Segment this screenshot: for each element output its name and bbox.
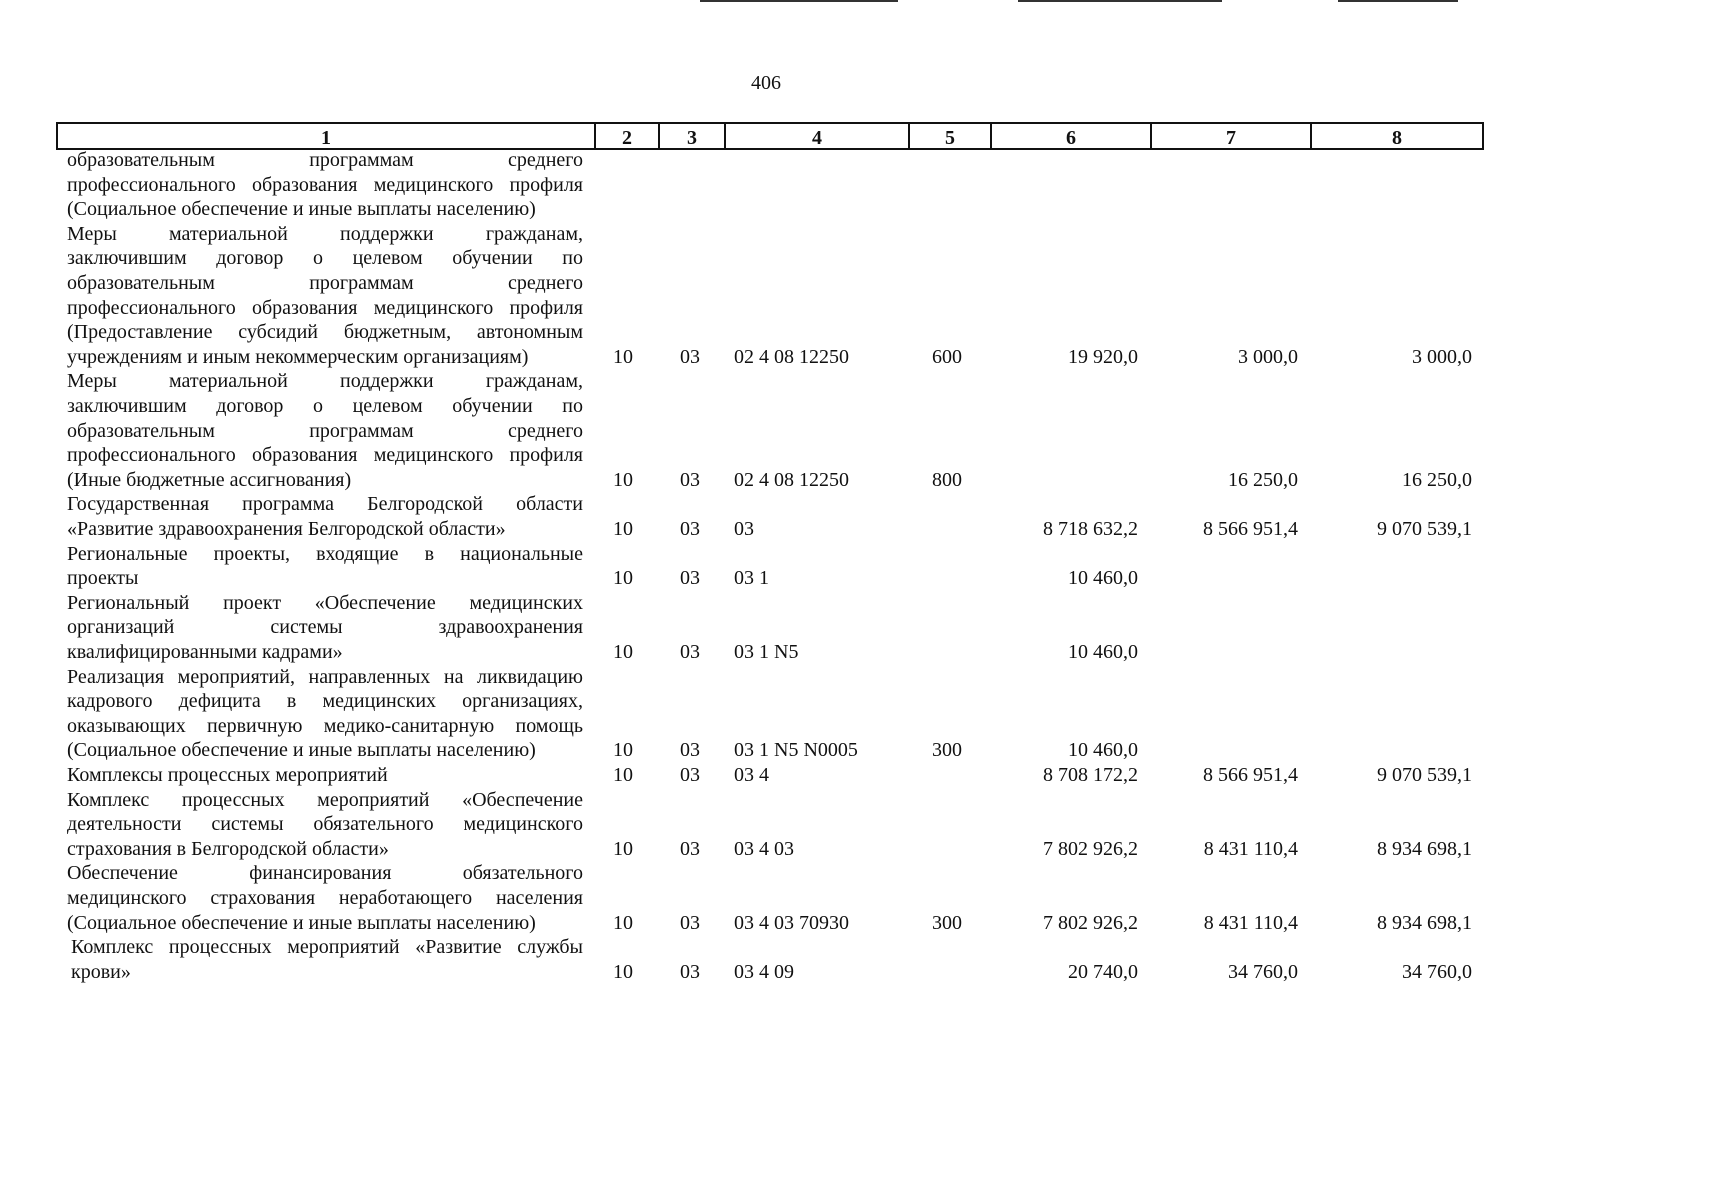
top-rule-1: [700, 0, 898, 2]
cell-col-6: 7 802 926,2: [1043, 837, 1138, 860]
header-col-6: 6: [992, 124, 1152, 148]
row-name-line: образовательным программам среднего: [67, 149, 583, 171]
cell-col-6: 20 740,0: [1068, 960, 1138, 983]
cell-col-6: 10 460,0: [1068, 567, 1138, 590]
row-name-line: Меры материальной поддержки гражданам,: [67, 222, 583, 245]
cell-col-2: 10: [613, 960, 633, 983]
header-col-5: 5: [910, 124, 992, 148]
row-name-line: образовательным программам среднего: [67, 271, 583, 294]
cell-col-7: 8 431 110,4: [1203, 837, 1298, 860]
cell-col-3: 03: [680, 911, 700, 934]
cell-col-4: 03 1: [734, 567, 769, 590]
row-name-line: заключившим договор о целевом обучении по: [67, 247, 583, 270]
cell-col-8: 3 000,0: [1412, 345, 1472, 368]
table-row: [0, 935, 1546, 984]
row-name: [67, 665, 583, 763]
row-name-line: Комплексы процессных мероприятий: [67, 764, 388, 786]
row-name: [67, 369, 583, 492]
row-name-line: заключившим договор о целевом обучении по: [67, 394, 583, 417]
cell-col-5: 600: [932, 345, 962, 368]
cell-col-6: 8 718 632,2: [1043, 517, 1138, 540]
cell-col-6: 10 460,0: [1068, 739, 1138, 762]
row-name: [67, 935, 583, 984]
row-name-line: Реализация мероприятий, направленных на ликвидацию: [67, 665, 583, 688]
cell-col-3: 03: [680, 468, 700, 491]
row-name-line: Государственная программа Белгородской области: [67, 493, 583, 516]
cell-col-4: 03 4 03: [734, 837, 794, 860]
cell-col-2: 10: [613, 837, 633, 860]
header-col-7: 7: [1152, 124, 1312, 148]
table-row: [0, 369, 1546, 492]
row-name-line: профессионального образования медицинского профиля: [67, 296, 583, 319]
row-name: [67, 861, 583, 935]
table-row: [0, 492, 1546, 541]
row-name-line: медицинского страхования неработающего населения: [67, 886, 583, 909]
cell-col-8: 8 934 698,1: [1377, 911, 1472, 934]
cell-col-8: 16 250,0: [1402, 468, 1472, 491]
cell-col-8: 9 070 539,1: [1377, 517, 1472, 540]
cell-col-4: 03 4: [734, 764, 769, 786]
row-name-line: проекты: [67, 567, 139, 590]
cell-col-2: 10: [613, 567, 633, 590]
table-row: [0, 665, 1546, 763]
row-name-line: крови»: [71, 960, 131, 983]
row-name-line: (Социальное обеспечение и иные выплаты населению): [67, 198, 536, 221]
cell-col-5: 300: [932, 911, 962, 934]
table-row: [0, 542, 1546, 591]
table-row: [0, 222, 1546, 370]
header-col-3: 3: [660, 124, 726, 148]
row-name-line: (Иные бюджетные ассигнования): [67, 468, 352, 491]
cell-col-4: 03 1 N5 N0005: [734, 739, 858, 762]
header-col-8: 8: [1392, 127, 1402, 149]
cell-col-6: 19 920,0: [1068, 345, 1138, 368]
row-name-line: образовательным программам среднего: [67, 419, 583, 442]
table-row: [0, 788, 1546, 862]
cell-col-7: 34 760,0: [1228, 960, 1298, 983]
row-name-line: Комплекс процессных мероприятий «Обеспечение: [67, 788, 583, 811]
cell-col-2: 10: [613, 764, 633, 786]
cell-col-7: 8 566 951,4: [1203, 517, 1298, 540]
cell-col-3: 03: [680, 345, 700, 368]
cell-col-6: 10 460,0: [1068, 641, 1138, 663]
cell-col-3: 03: [680, 837, 700, 860]
row-name: [67, 148, 583, 222]
row-name-line: (Социальное обеспечение и иные выплаты населению): [67, 739, 536, 762]
page-number: 406: [751, 72, 781, 94]
cell-col-4: 03 4 03 70930: [734, 911, 849, 934]
cell-col-8: 9 070 539,1: [1377, 764, 1472, 786]
cell-col-3: 03: [680, 739, 700, 762]
cell-col-4: 03 4 09: [734, 960, 794, 983]
cell-col-4: 02 4 08 12250: [734, 468, 849, 491]
row-name-line: организаций системы здравоохранения: [67, 616, 583, 639]
cell-col-2: 10: [613, 641, 633, 663]
header-col-1: 1: [58, 124, 596, 148]
cell-col-7: 8 566 951,4: [1203, 764, 1298, 786]
cell-col-4: 03 1 N5: [734, 641, 799, 663]
table-header: [56, 122, 1484, 150]
top-rule-2: [1018, 0, 1222, 2]
cell-col-3: 03: [680, 641, 700, 663]
row-name-line: Региональный проект «Обеспечение медицинских: [67, 591, 583, 614]
cell-col-3: 03: [680, 567, 700, 590]
row-name: [67, 763, 583, 788]
cell-col-3: 03: [680, 517, 700, 540]
row-name-line: Комплекс процессных мероприятий «Развитие службы: [71, 936, 583, 959]
cell-col-2: 10: [613, 911, 633, 934]
cell-col-5: 300: [932, 739, 962, 762]
cell-col-7: 16 250,0: [1228, 468, 1298, 491]
row-name: [67, 542, 583, 591]
table-row: [0, 763, 1546, 788]
row-name: [67, 788, 583, 862]
cell-col-6: 8 708 172,2: [1043, 764, 1138, 786]
cell-col-3: 03: [680, 960, 700, 983]
row-name-line: профессионального образования медицинского профиля: [67, 444, 583, 467]
row-name-line: (Социальное обеспечение и иные выплаты населению): [67, 911, 536, 934]
row-name-line: Обеспечение финансирования обязательного: [67, 862, 583, 885]
table-row: [0, 861, 1546, 935]
header-col-2: 2: [596, 124, 660, 148]
row-name-line: страхования в Белгородской области»: [67, 837, 389, 860]
cell-col-2: 10: [613, 739, 633, 762]
row-name: [67, 591, 583, 665]
cell-col-2: 10: [613, 468, 633, 491]
cell-col-4: 02 4 08 12250: [734, 345, 849, 368]
cell-col-2: 10: [613, 517, 633, 540]
cell-col-4: 03: [734, 517, 754, 540]
row-name-line: Меры материальной поддержки гражданам,: [67, 370, 583, 393]
row-name-line: «Развитие здравоохранения Белгородской области»: [67, 517, 506, 540]
table-row: [0, 591, 1546, 665]
row-name-line: Региональные проекты, входящие в национальные: [67, 542, 583, 565]
cell-col-5: 800: [932, 468, 962, 491]
row-name: [67, 222, 583, 370]
cell-col-7: 3 000,0: [1238, 345, 1298, 368]
row-name-line: квалифицированными кадрами»: [67, 640, 343, 663]
row-name-line: оказывающих первичную медико-санитарную помощь: [67, 714, 583, 737]
row-name: [67, 492, 583, 541]
cell-col-8: 34 760,0: [1402, 960, 1472, 983]
table-row: [0, 148, 1546, 222]
cell-col-6: 7 802 926,2: [1043, 911, 1138, 934]
header-col-4: 4: [726, 124, 910, 148]
row-name-line: кадрового дефицита в медицинских организациях,: [67, 690, 583, 713]
top-rule-3: [1338, 0, 1458, 2]
row-name-line: (Предоставление субсидий бюджетным, автономным: [67, 321, 583, 344]
row-name-line: учреждениям и иным некоммерческим организациям): [67, 345, 529, 368]
cell-col-2: 10: [613, 345, 633, 368]
row-name-line: профессионального образования медицинского профиля: [67, 173, 583, 196]
cell-col-8: 8 934 698,1: [1377, 837, 1472, 860]
cell-col-3: 03: [680, 764, 700, 786]
cell-col-7: 8 431 110,4: [1203, 911, 1298, 934]
row-name-line: деятельности системы обязательного медицинского: [67, 813, 583, 836]
